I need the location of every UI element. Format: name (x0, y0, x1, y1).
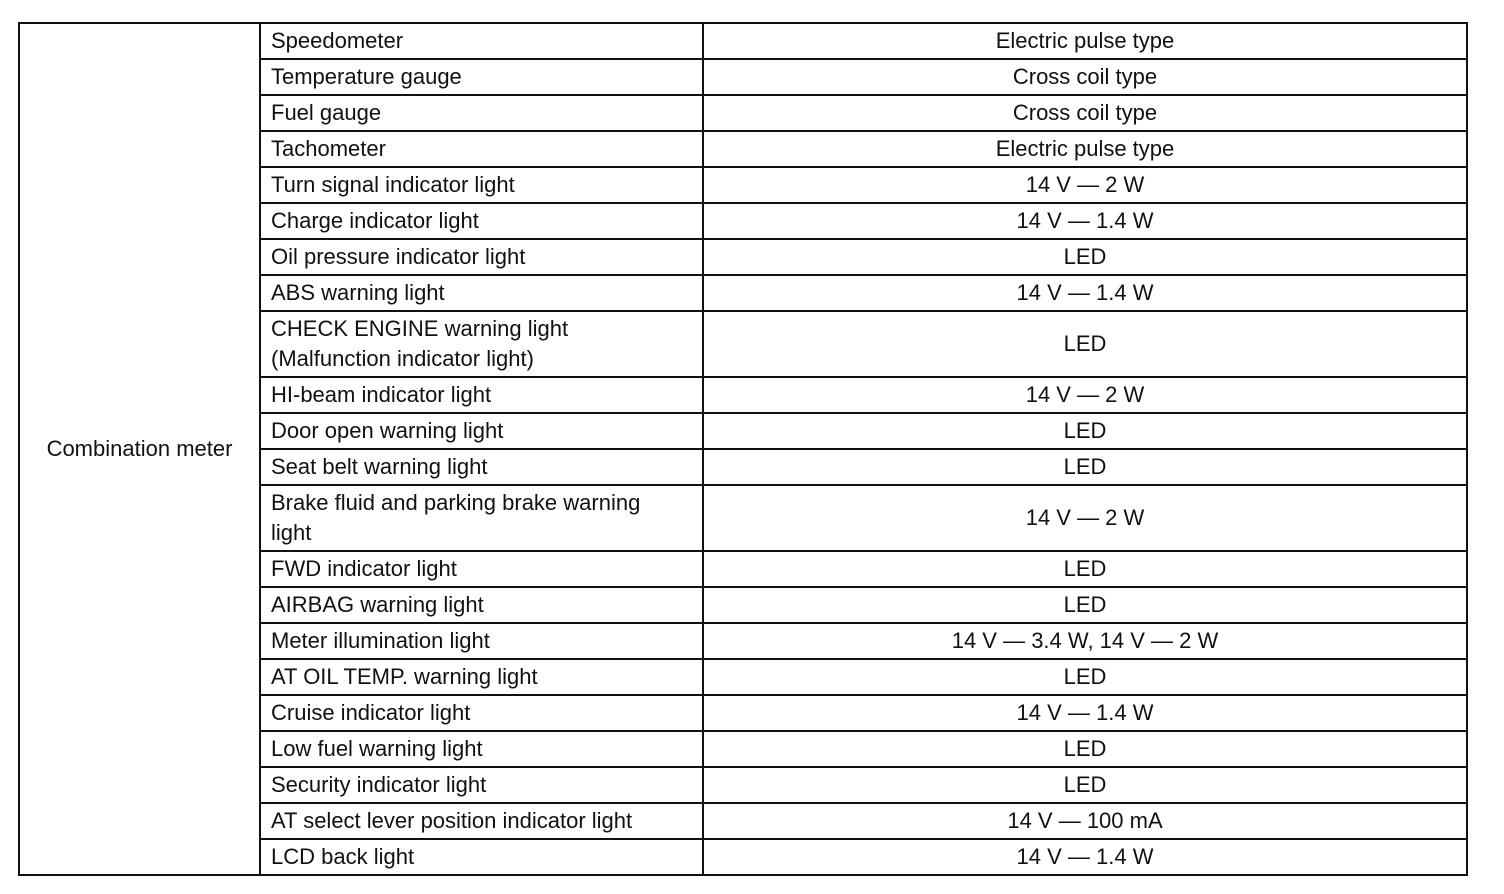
item-cell: FWD indicator light (260, 551, 703, 587)
value-cell: Cross coil type (703, 59, 1467, 95)
item-cell: Fuel gauge (260, 95, 703, 131)
item-cell: Seat belt warning light (260, 449, 703, 485)
item-cell: AIRBAG warning light (260, 587, 703, 623)
item-cell: Turn signal indicator light (260, 167, 703, 203)
item-cell: Door open warning light (260, 413, 703, 449)
value-cell: 14 V — 1.4 W (703, 203, 1467, 239)
spec-table-body (19, 23, 1467, 875)
value-cell: Electric pulse type (703, 23, 1467, 59)
item-cell: AT OIL TEMP. warning light (260, 659, 703, 695)
spec-table (18, 22, 1468, 876)
value-cell: LED (703, 767, 1467, 803)
value-cell: 14 V — 2 W (703, 485, 1467, 551)
item-cell: AT select lever position indicator light (260, 803, 703, 839)
value-cell: LED (703, 659, 1467, 695)
item-cell: Low fuel warning light (260, 731, 703, 767)
value-cell: Electric pulse type (703, 131, 1467, 167)
value-cell: LED (703, 311, 1467, 377)
value-cell: Cross coil type (703, 95, 1467, 131)
item-cell: Speedometer (260, 23, 703, 59)
item-cell: ABS warning light (260, 275, 703, 311)
item-cell: Oil pressure indicator light (260, 239, 703, 275)
item-cell: Temperature gauge (260, 59, 703, 95)
item-cell: Tachometer (260, 131, 703, 167)
value-cell: 14 V — 1.4 W (703, 275, 1467, 311)
value-cell: LED (703, 449, 1467, 485)
value-cell: 14 V — 1.4 W (703, 695, 1467, 731)
item-cell: Charge indicator light (260, 203, 703, 239)
item-cell: HI-beam indicator light (260, 377, 703, 413)
value-cell: 14 V — 100 mA (703, 803, 1467, 839)
value-cell: 14 V — 3.4 W, 14 V — 2 W (703, 623, 1467, 659)
group-label: Combination meter (19, 23, 260, 875)
item-cell: Meter illumination light (260, 623, 703, 659)
item-cell: Cruise indicator light (260, 695, 703, 731)
item-cell: LCD back light (260, 839, 703, 875)
value-cell: LED (703, 551, 1467, 587)
item-cell: Brake fluid and parking brake warning light (260, 485, 703, 551)
table-row (19, 23, 1467, 59)
item-cell: CHECK ENGINE warning light (Malfunction indicator light) (260, 311, 703, 377)
value-cell: LED (703, 239, 1467, 275)
value-cell: 14 V — 2 W (703, 167, 1467, 203)
item-cell: Security indicator light (260, 767, 703, 803)
value-cell: LED (703, 587, 1467, 623)
value-cell: 14 V — 1.4 W (703, 839, 1467, 875)
value-cell: 14 V — 2 W (703, 377, 1467, 413)
value-cell: LED (703, 413, 1467, 449)
value-cell: LED (703, 731, 1467, 767)
